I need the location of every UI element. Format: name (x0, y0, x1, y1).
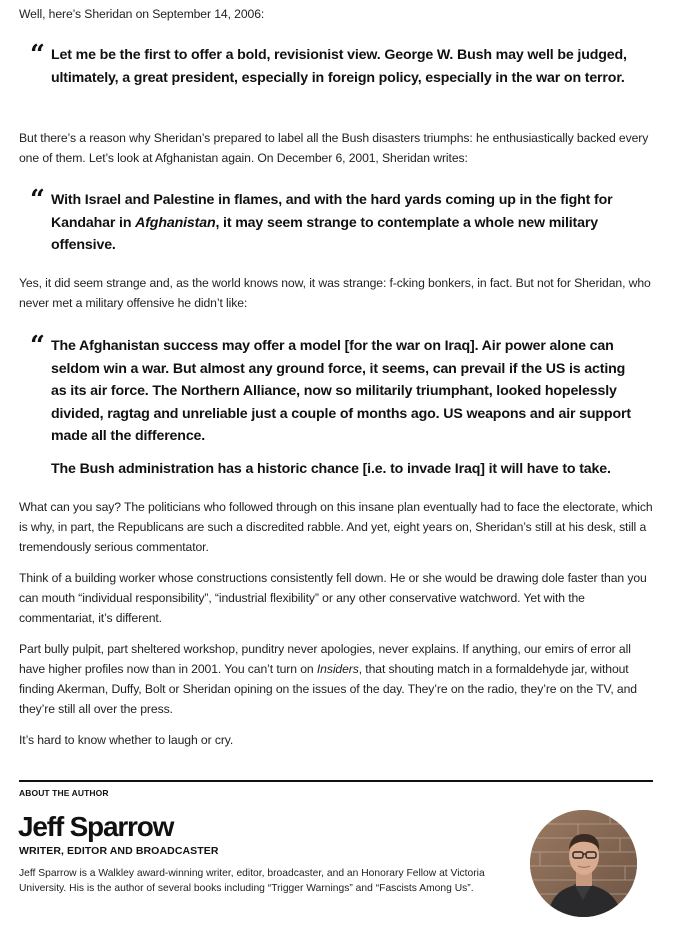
paragraph-2: But there’s a reason why Sheridan’s prepared to label all the Bush disasters triumphs: he enthusiastically backed every one of them. Let’s look at Afghanistan again. On December 6, 2001, Sheridan writes: (19, 131, 649, 165)
blockquote-1 (19, 40, 639, 89)
author-photo (530, 810, 637, 917)
paragraph-7: It’s hard to know whether to laugh or cry. (19, 733, 234, 747)
show-title: Insiders (316, 662, 359, 676)
quote-mark-icon: “ (30, 331, 45, 361)
blockquote-2 (19, 185, 639, 257)
paragraph-6: Part bully pulpit, part sheltered workshop, punditry never apologies, never explains. If anything, our emirs of error all have higher profiles now than in 2001. You can’t turn on Insiders, that shouting match in a formaldehyde jar, without finding Akerman, Duffy, Bolt or Sheridan opining on the issues of the day. They’re on the radio, they’re on the TV, and they’re still all over the press. (19, 642, 637, 716)
quote-emphasis: Afghanistan (135, 214, 216, 231)
quote-mark-icon: “ (30, 185, 45, 215)
quote-text: Let me be the first to offer a bold, revisionist view. George W. Bush may well be judged, ultimately, a great president, especially in foreign policy, especially in the war on terror. (51, 47, 627, 86)
quote-mark-icon: “ (30, 40, 45, 70)
about-author-label: ABOUT THE AUTHOR (19, 788, 109, 798)
quote-text: The Afghanistan success may offer a model [for the war on Iraq]. Air power alone can seldom win a war. But almost any ground force, it seems, can prevail if the US is acting as its air force. The Northern Alliance, now so militarily triumphant, looked hopelessly divided, ragtag and unreliable just a couple of months ago. US weapons and air support made all the difference. (51, 338, 631, 444)
paragraph-4: What can you say? The politicians who followed through on this insane plan eventually had to face the electorate, which is why, in part, the Republicans are such a discredited rabble. And yet, eight years on, Sheridan’s still at his desk, still a tremendously serious commentator. (19, 500, 653, 554)
author-bio: Jeff Sparrow is a Walkley award-winning writer, editor, broadcaster, and an Honorary Fellow at Victoria University. His is the author of several books including “Trigger Warnings” and “Fascists Among Us”. (19, 868, 485, 894)
author-role: WRITER, EDITOR AND BROADCASTER (19, 845, 219, 857)
quote-text: With Israel and Palestine in flames, and with the hard yards coming up in the fight for Kandahar in Afghanistan, it may seem strange to contemplate a whole new military offensive. (51, 192, 613, 253)
quote-text: The Bush administration has a historic chance [i.e. to invade Iraq] it will have to take. (51, 460, 611, 477)
paragraph-intro: Well, here’s Sheridan on September 14, 2006: (19, 7, 265, 21)
section-divider (19, 780, 653, 782)
paragraph-5: Think of a building worker whose constructions consistently fell down. He or she would be drawing dole faster than you can mouth “individual responsibility”, “industrial flexibility” or any other conservative watchword. Yet with the commentariat, it’s different. (19, 571, 647, 625)
author-name[interactable]: Jeff Sparrow (18, 811, 174, 842)
paragraph-3: Yes, it did seem strange and, as the world knows now, it was strange: f-cking bonkers, in fact. But not for Sheridan, who never met a military offensive he didn’t like: (19, 276, 651, 310)
author-avatar[interactable] (530, 810, 637, 917)
blockquote-3 (19, 331, 639, 480)
